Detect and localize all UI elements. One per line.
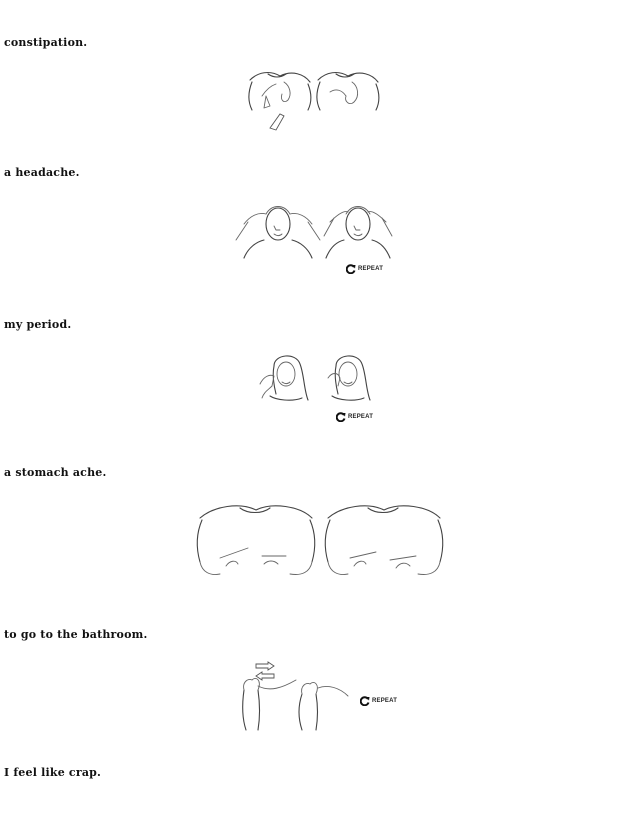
phrase-period: my period. bbox=[4, 318, 72, 331]
sign-illustration-headache bbox=[234, 196, 402, 262]
circular-arrow-icon bbox=[346, 264, 356, 274]
repeat-indicator bbox=[360, 696, 397, 706]
circular-arrow-icon bbox=[360, 696, 370, 706]
repeat-indicator bbox=[346, 264, 383, 274]
phrase-feel-like-crap: I feel like crap. bbox=[4, 766, 102, 779]
phrase-constipation: constipation. bbox=[4, 36, 88, 49]
repeat-label: REPEAT bbox=[372, 698, 398, 704]
phrase-bathroom: to go to the bathroom. bbox=[4, 628, 148, 641]
repeat-label: REPEAT bbox=[358, 266, 384, 272]
sign-illustration-constipation bbox=[240, 66, 380, 132]
arrow-icon bbox=[270, 114, 284, 130]
repeat-indicator bbox=[336, 412, 373, 422]
sign-illustration-bathroom bbox=[236, 660, 360, 732]
sign-illustration-stomach-ache bbox=[190, 498, 452, 584]
circular-arrow-icon bbox=[336, 412, 346, 422]
arrow-icon bbox=[256, 672, 274, 680]
arrow-icon bbox=[256, 662, 274, 670]
repeat-label: REPEAT bbox=[348, 414, 374, 420]
sign-illustration-period bbox=[256, 350, 382, 412]
phrase-stomach-ache: a stomach ache. bbox=[4, 466, 107, 479]
phrase-headache: a headache. bbox=[4, 166, 80, 179]
